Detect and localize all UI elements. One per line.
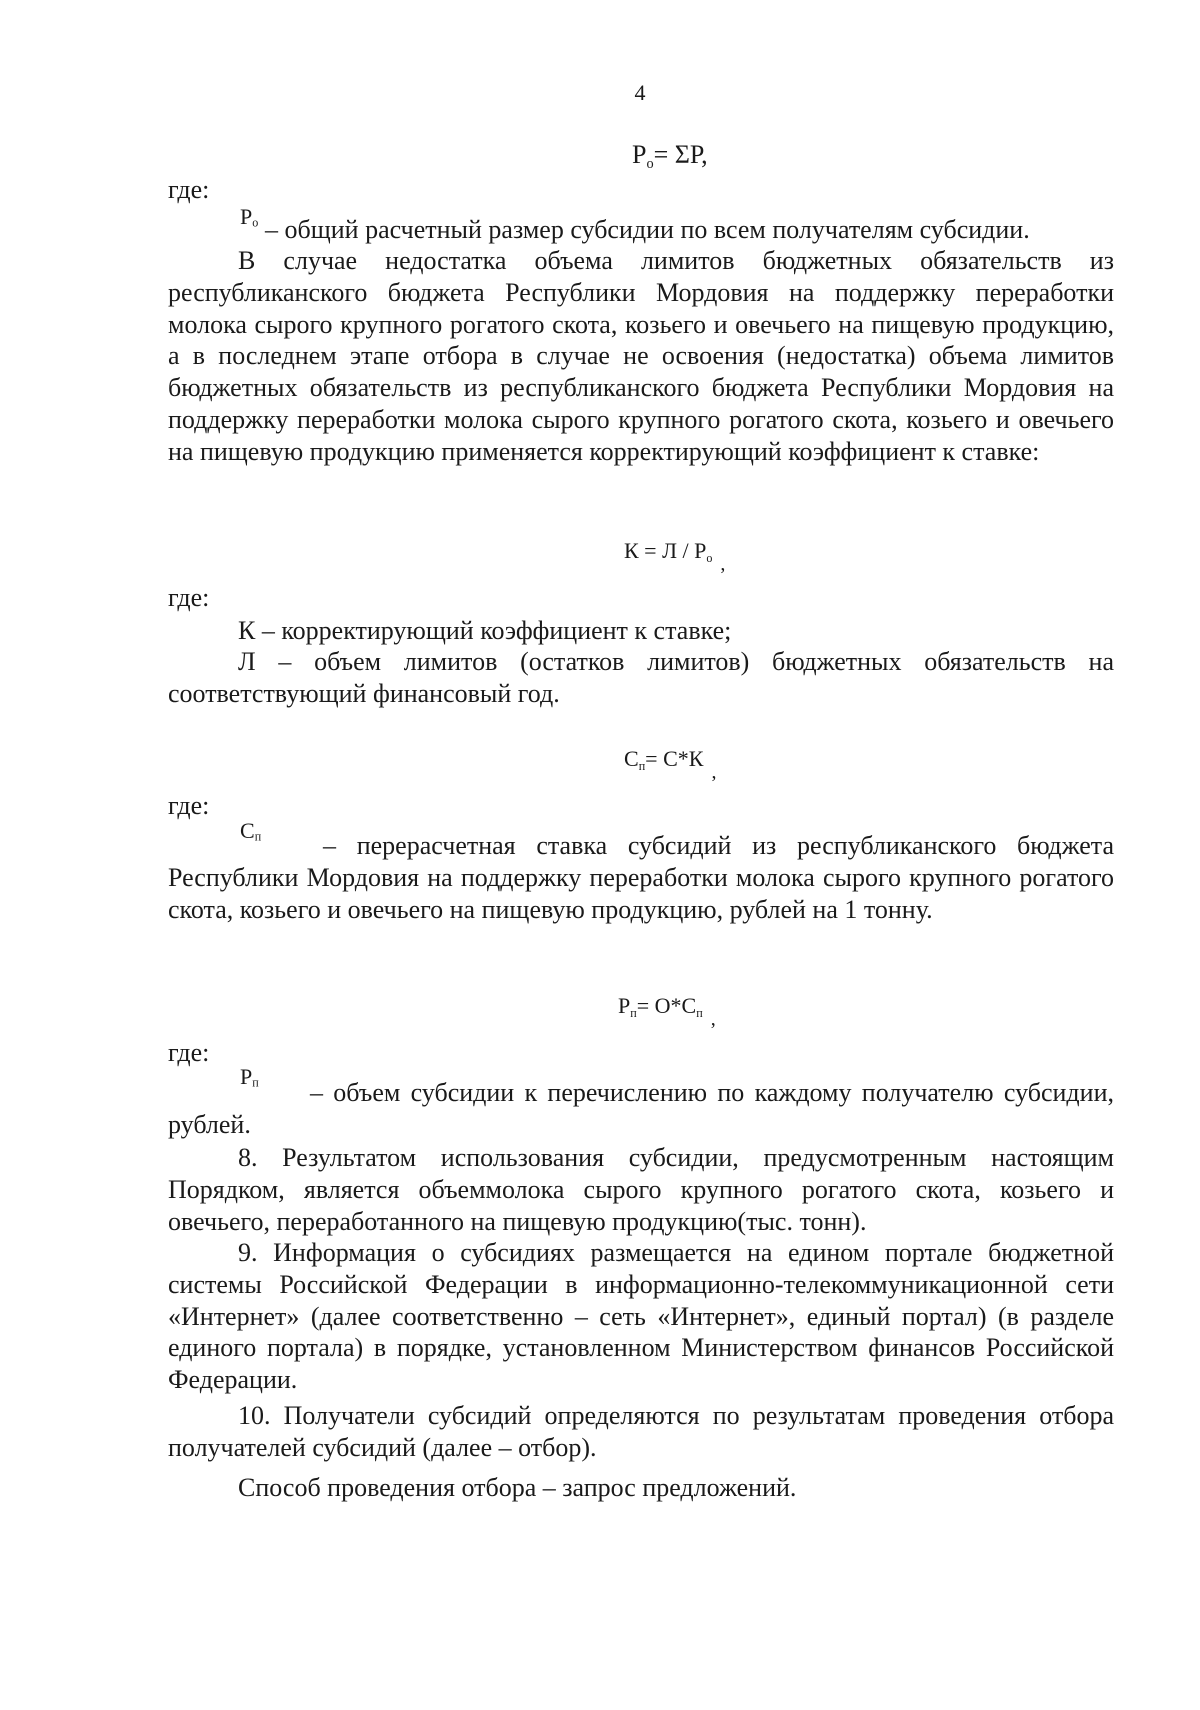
formula-total-subsidy: $Р_о= \Sigma Р$, <box>632 140 708 172</box>
paragraph-method: Способ проведения отбора – запрос предложений. <box>238 1473 797 1502</box>
where-label: где: <box>168 583 210 612</box>
page-number: 4 <box>634 80 646 105</box>
definition-po: – общий расчетный размер субсидии по всем получателям субсидии. <box>265 215 1030 244</box>
paragraph-shortage: В случае недостатка объема лимитов бюджетных обязательств из республиканского бюджета Республики Мордовия на поддержку переработки молока сырого крупного рогатого скота, козьего и овечьего на пищевую продукцию, а в последнем этапе отбора в случае не освоения (недостатка) объема лимитов бюджетных обязательств из республиканского бюджета Республики Мордовия на поддержку переработки молока сырого крупного рогатого скота, козьего и овечьего на пищевую продукцию применяется корректирующий коэффициент к ставке: <box>168 246 1114 466</box>
definition-pp: – объем субсидии к перечислению по каждому получателю субсидии, рублей. <box>168 1078 1114 1139</box>
formula-subsidy-transfer: $Р_п= О*С_п$ , <box>618 993 716 1030</box>
symbol-po: $Р_о$ <box>240 204 259 230</box>
definition-k: К – корректирующий коэффициент к ставке; <box>238 616 732 645</box>
where-label: где: <box>168 1038 210 1067</box>
formula-coefficient: $К = Л / Р_о$ , <box>624 538 726 575</box>
where-label: где: <box>168 175 210 204</box>
paragraph-10: 10. Получатели субсидий определяются по результатам проведения отбора получателей субсидий (далее – отбор). <box>168 1401 1114 1462</box>
paragraph-8: 8. Результатом использования субсидии, предусмотренным настоящим Порядком, является объеммолока сырого крупного рогатого скота, козьего и овечьего, переработанного на пищевую продукцию(тыс. тонн). <box>168 1143 1114 1236</box>
definition-l: Л – объем лимитов (остатков лимитов) бюджетных обязательств на соответствующий финансовый год. <box>168 647 1114 708</box>
symbol-cp: $С_п$ <box>240 818 262 844</box>
symbol-pp: $Р_п$ <box>240 1064 259 1090</box>
where-label: где: <box>168 791 210 820</box>
formula-recalculated-rate: $С_п= С*К$, <box>624 746 717 783</box>
paragraph-9: 9. Информация о субсидиях размещается на едином портале бюджетной системы Российской Федерации в информационно-телекоммуникационной сети «Интернет» (далее соответственно – сеть «Интернет», единый портал) (в разделе единого портала) в порядке, установленном Министерством финансов Российской Федерации. <box>168 1238 1114 1395</box>
definition-cp: – перерасчетная ставка субсидий из республиканского бюджета Республики Мордовия на поддержку переработки молока сырого крупного рогатого скота, козьего и овечьего на пищевую продукцию, рублей на 1 тонну. <box>168 831 1114 924</box>
